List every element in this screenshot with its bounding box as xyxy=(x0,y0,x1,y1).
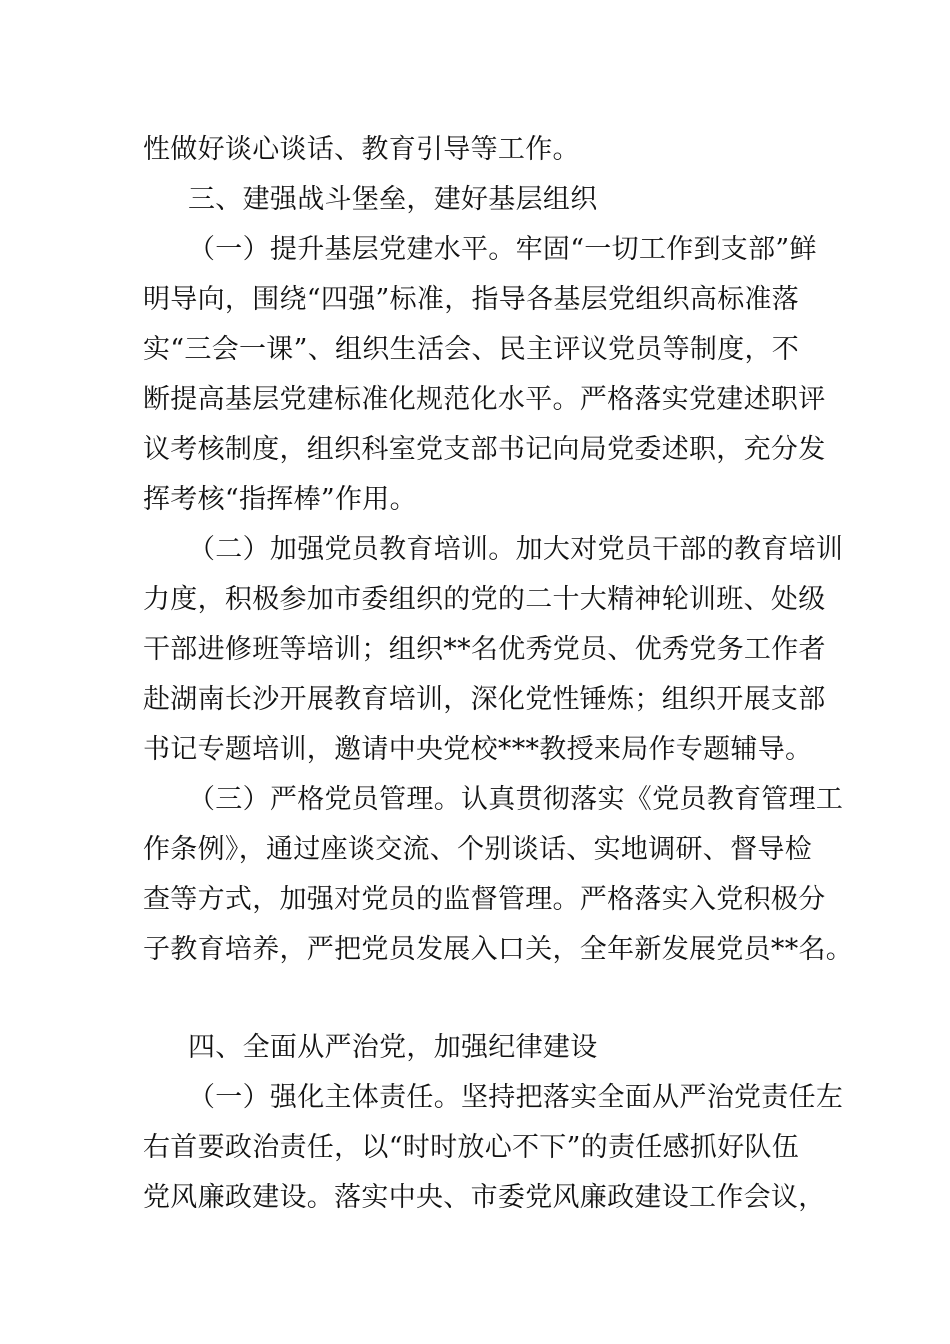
paragraph-line: 查等方式，加强对党员的监督管理。严格落实入党积极分 xyxy=(143,884,826,915)
paragraph-line: 性做好谈心谈话、教育引导等工作。 xyxy=(143,134,580,165)
paragraph-line: 赴湖南长沙开展教育培训，深化党性锤炼；组织开展支部 xyxy=(143,684,826,715)
paragraph-line: 断提高基层党建标准化规范化水平。严格落实党建述职评 xyxy=(143,384,826,415)
section-heading: 四、全面从严治党，加强纪律建设 xyxy=(188,1032,598,1063)
paragraph-line: （三）严格党员管理。认真贯彻落实《党员教育管理工 xyxy=(188,784,844,815)
paragraph-line: （一）强化主体责任。坚持把落实全面从严治党责任左 xyxy=(188,1082,844,1113)
section-heading: 三、建强战斗堡垒，建好基层组织 xyxy=(188,184,598,215)
paragraph-line: 议考核制度，组织科室党支部书记向局党委述职，充分发 xyxy=(143,434,826,465)
paragraph-line: 右首要政治责任，以“时时放心不下”的责任感抓好队伍 xyxy=(143,1132,800,1163)
paragraph-line: 挥考核“指挥棒”作用。 xyxy=(143,484,417,515)
paragraph-line: 子教育培养，严把党员发展入口关，全年新发展党员**名。 xyxy=(143,934,854,965)
paragraph-line: 力度，积极参加市委组织的党的二十大精神轮训班、处级 xyxy=(143,584,826,615)
paragraph-line: 干部进修班等培训；组织**名优秀党员、优秀党务工作者 xyxy=(143,634,826,665)
paragraph-line: 实“三会一课”、组织生活会、民主评议党员等制度，不 xyxy=(143,334,800,365)
paragraph-line: 党风廉政建设。落实中央、市委党风廉政建设工作会议， xyxy=(143,1182,826,1213)
paragraph-line: （一）提升基层党建水平。牢固“一切工作到支部”鲜 xyxy=(188,234,817,265)
paragraph-line: 书记专题培训，邀请中央党校***教授来局作专题辅导。 xyxy=(143,734,813,765)
paragraph-line: 作条例》，通过座谈交流、个别谈话、实地调研、督导检 xyxy=(143,834,812,865)
paragraph-line: 明导向，围绕“四强”标准，指导各基层党组织高标准落 xyxy=(143,284,800,315)
paragraph-line: （二）加强党员教育培训。加大对党员干部的教育培训 xyxy=(188,534,844,565)
